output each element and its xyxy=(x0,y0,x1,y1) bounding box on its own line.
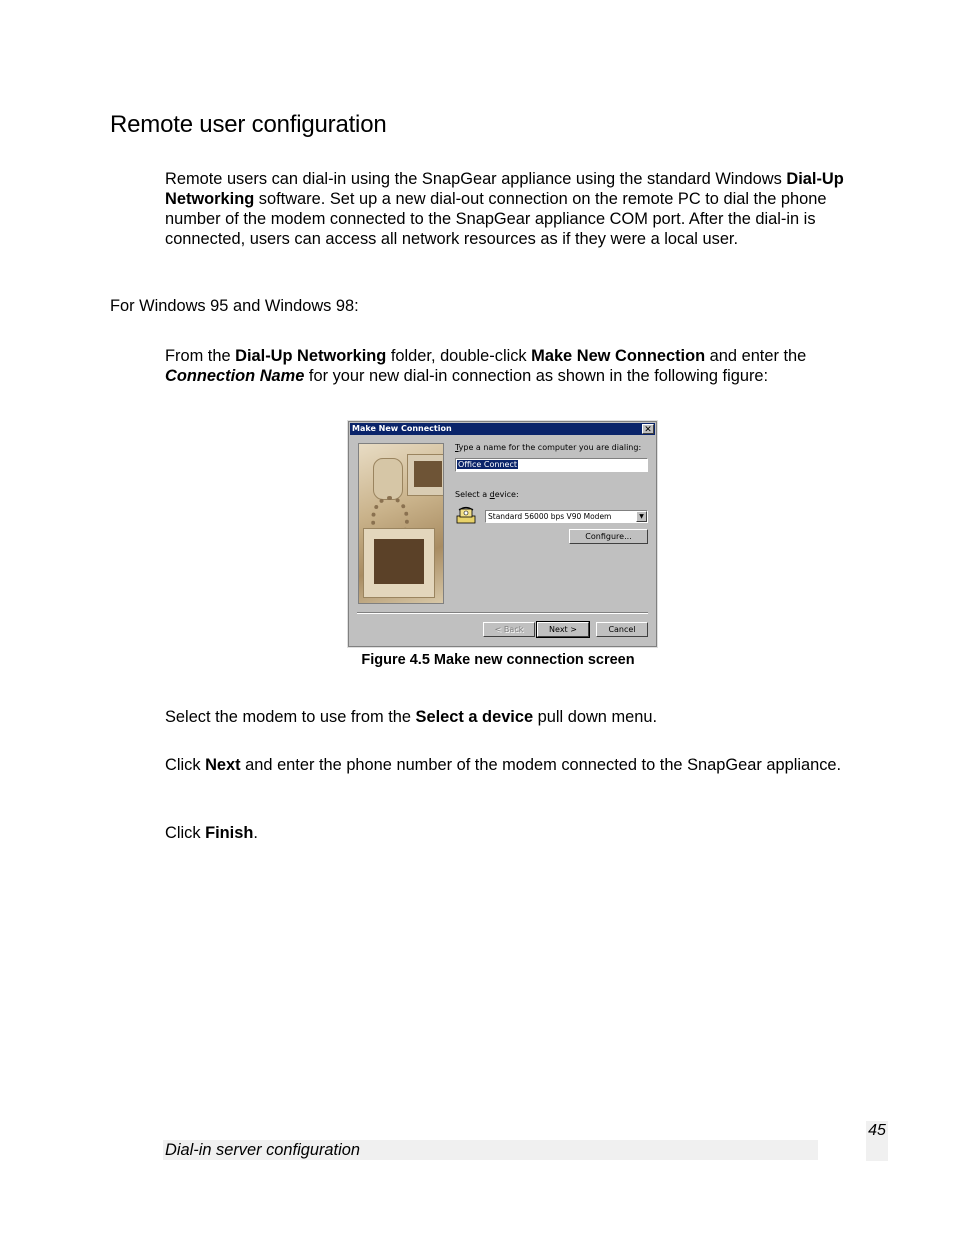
close-icon[interactable]: ✕ xyxy=(642,424,654,434)
cancel-button[interactable]: Cancel xyxy=(596,622,648,637)
back-button[interactable]: < Back xyxy=(483,622,535,637)
step4-paragraph xyxy=(165,823,855,843)
step1-bold-dialup: Dial-Up Networking xyxy=(235,347,387,365)
step1-bold-make-new: Make New Connection xyxy=(531,347,706,365)
dialog-title: Make New Connection xyxy=(352,424,452,433)
select-device-label: Select a device: xyxy=(455,490,519,499)
step1-paragraph xyxy=(165,346,855,386)
step4-text-2: . xyxy=(253,824,258,842)
make-new-connection-dialog xyxy=(348,421,657,647)
step1-text-2: folder, double-click xyxy=(386,347,532,365)
os-lead: For Windows 95 and Windows 98: xyxy=(110,297,359,315)
step4-bold-finish: Finish xyxy=(205,824,254,842)
step1-text-4: for your new dial-in connection as shown in the following figure: xyxy=(304,367,769,385)
step1-text-3: and enter the xyxy=(705,347,807,365)
intro-text-1: Remote users can dial-in using the SnapGear appliance using the standard Windows xyxy=(165,170,787,188)
monitor-front-graphic xyxy=(363,528,435,598)
section-heading: Remote user configuration xyxy=(110,111,387,138)
step3-text-1: Click xyxy=(165,756,206,774)
step1-text-1: From the xyxy=(165,347,236,365)
figure-caption: Figure 4.5 Make new connection screen xyxy=(361,652,635,668)
connection-name-input[interactable] xyxy=(455,458,648,472)
telephone-graphic xyxy=(373,458,403,500)
chevron-down-icon[interactable]: ▼ xyxy=(636,511,647,522)
step3-text-2: and enter the phone number of the modem connected to the SnapGear appliance. xyxy=(240,756,842,774)
connection-name-value: Office Connect xyxy=(458,460,517,469)
intro-paragraph xyxy=(165,169,855,249)
monitor-back-graphic xyxy=(407,454,444,496)
connection-name-label: Type a name for the computer you are dialing: xyxy=(455,443,642,452)
configure-button[interactable]: Configure... xyxy=(569,529,648,544)
wizard-illustration xyxy=(358,443,444,604)
device-select[interactable] xyxy=(485,510,648,523)
step2-bold-select-device: Select a device xyxy=(415,708,534,726)
page-number: 45 xyxy=(868,1122,886,1139)
next-button[interactable]: Next > xyxy=(537,622,589,637)
step2-text-2: pull down menu. xyxy=(533,708,658,726)
step2-text-1: Select the modem to use from the xyxy=(165,708,416,726)
footer-title: Dial-in server configuration xyxy=(165,1141,360,1159)
dialog-separator xyxy=(357,612,648,614)
modem-icon xyxy=(455,505,477,525)
step3-bold-next: Next xyxy=(205,756,241,774)
step4-text-1: Click xyxy=(165,824,206,842)
step3-paragraph xyxy=(165,755,855,775)
step1-bolditalic-connection-name: Connection Name xyxy=(165,367,305,385)
intro-text-2: software. Set up a new dial-out connection on the remote PC to dial the phone number of the modem connected to the SnapGear appliance COM port. After the dial-in is connected, users can access all network resources as if they were a local user. xyxy=(165,190,827,248)
intro-bold-dialup: Dial-Up Networking xyxy=(165,170,844,208)
dialog-titlebar xyxy=(350,423,655,435)
step2-paragraph xyxy=(165,707,855,727)
device-select-value: Standard 56000 bps V90 Modem xyxy=(488,512,612,521)
